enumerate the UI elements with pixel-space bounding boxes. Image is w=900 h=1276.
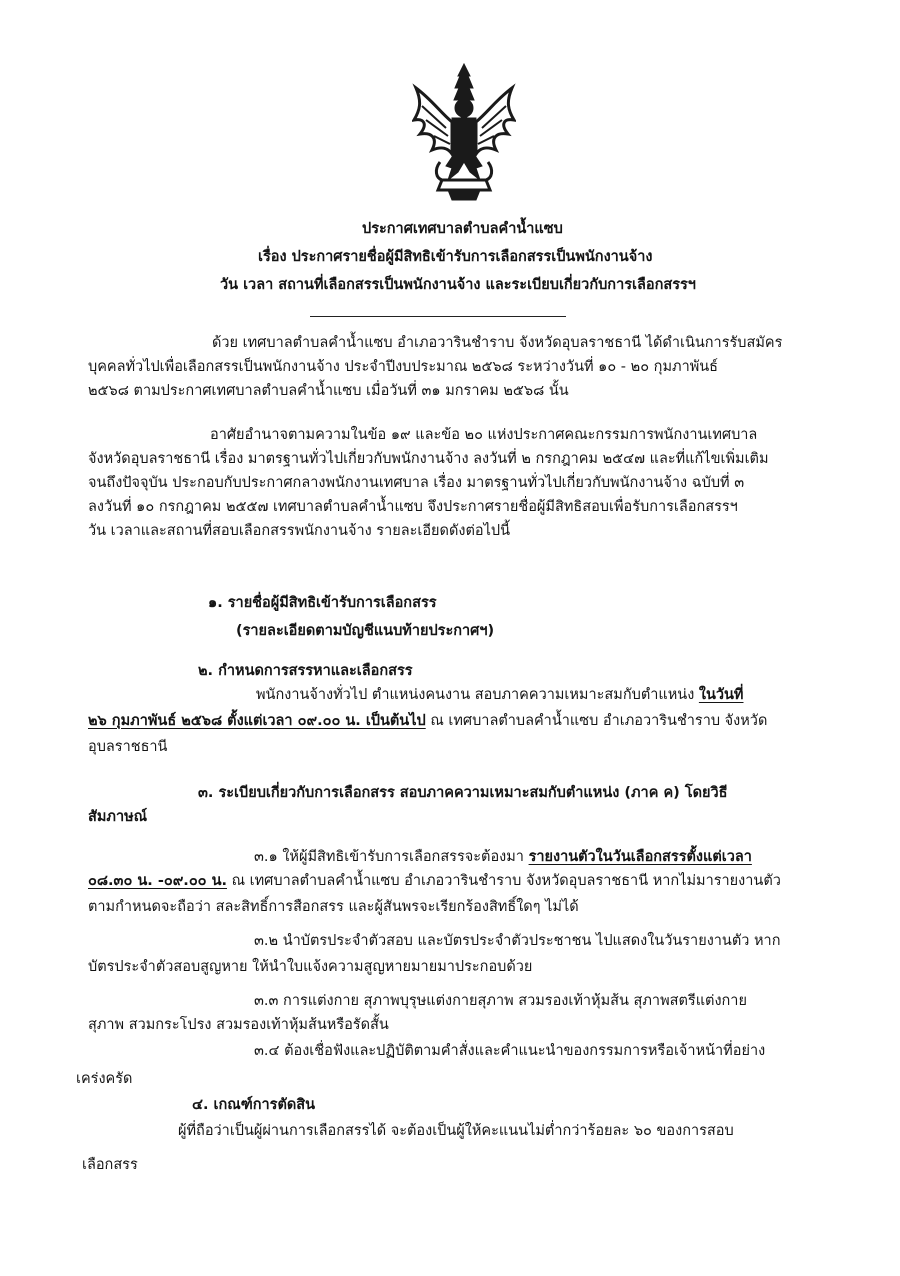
section3-heading: ๓. ระเบียบเกี่ยวกับการเลือกสรร สอบภาคความเหมาะสมกับตำแหน่ง (ภาค ค) โดยวิธี [198,785,728,801]
para2-line3: จนถึงปัจจุบัน ประกอบกับประกาศกลางพนักงานเทศบาล เรื่อง มาตรฐานทั่วไปเกี่ยวกับพนักงานจ้าง ฉบับที่ ๓ [88,475,745,491]
section3-item4-line1: ๓.๔ ต้องเชื่อฟังและปฏิบัติตามคำสั่งและคำแนะนำของกรรมการหรือเจ้าหน้าที่อย่าง [254,1043,766,1059]
section4-line2: เลือกสรร [82,1157,138,1173]
section2-line1-text: พนักงานจ้างทั่วไป ตำแหน่งคนงาน สอบภาคความเหมาะสมกับตำแหน่ง [256,687,695,703]
section3-item1-line1 [254,850,752,865]
section1-sub: (รายละเอียดตามบัญชีแนบท้ายประกาศฯ) [236,623,495,639]
item1-report-emph: รายงานตัวในวันเลือกสรรตั้งแต่เวลา [528,849,752,865]
section3-item2-line1: ๓.๒ นำบัตรประจำตัวสอบ และบัตรประจำตัวประชาชน ไปแสดงในวันรายงานตัว หาก [254,933,781,949]
section3-item1-line3: ตามกำหนดจะถือว่า สละสิทธิ์การสือกสรร และผู้สันพรจะเรียกร้องสิทธิ์ใดๆ ไม่ได้ [88,899,579,915]
announcement-title: ประกาศเทศบาลตำบลคำน้ำแซบ [362,221,563,237]
section2-date-emph: ในวันที่ [698,687,744,703]
garuda-emblem [412,62,516,202]
para1-line3: ๒๕๖๘ ตามประกาศเทศบาลตำบลคำน้ำแซบ เมื่อวันที่ ๓๑ มกราคม ๒๕๖๘ นั้น [88,383,569,399]
section2-date-time-emph: ๒๖ กุมภาพันธ์ ๒๕๖๘ ตั้งแต่เวลา ๐๙.๐๐ น. เป็นต้นไป [88,713,426,729]
section1-heading: ๑. รายชื่อผู้มีสิทธิเข้ารับการเลือกสรร [208,595,437,611]
item1-line2-text: ณ เทศบาลตำบลคำน้ำแซบ อำเภอวารินชำราบ จังหวัดอุบลราชธานี หากไม่มารายงานตัว [231,873,781,889]
section2-line2-text: ณ เทศบาลตำบลคำน้ำแซบ อำเภอวารินชำราบ จังหวัด [430,713,768,729]
section3-item4-line2: เคร่งครัด [76,1071,133,1087]
para1-line2: บุคคลทั่วไปเพื่อเลือกสรรเป็นพนักงานจ้าง ประจำปีงบประมาณ ๒๕๖๘ ระหว่างวันที่ ๑๐ - ๒๐ กุมภาพันธ์ [88,359,719,375]
section3-item3-line1: ๓.๓ การแต่งกาย สุภาพบุรุษแต่งกายสุภาพ สวมรองเท้าหุ้มส้น สุภาพสตรีแต่งกาย [254,993,747,1009]
item1-time-emph: ๐๘.๓๐ น. -๐๙.๐๐ น. [88,873,227,889]
announcement-subject-cont: วัน เวลา สถานที่เลือกสรรเป็นพนักงานจ้าง และระเบียบเกี่ยวกับการเลือกสรรฯ [220,277,696,293]
item1-text: ๓.๑ ให้ผู้มีสิทธิเข้ารับการเลือกสรรจะต้องมา [254,849,524,865]
section3-item2-line2: บัตรประจำตัวสอบสูญหาย ให้นำใบแจ้งความสูญหายมายมาประกอบด้วย [88,959,533,975]
para2-line1: อาศัยอำนาจตามความในข้อ ๑๙ และข้อ ๒๐ แห่งประกาศคณะกรรมการพนักงานเทศบาล [210,427,758,443]
section2-line2 [88,714,767,729]
section3-item1-line2 [88,874,781,889]
para2-line2: จังหวัดอุบลราชธานี เรื่อง มาตรฐานทั่วไปเกี่ยวกับพนักงานจ้าง ลงวันที่ ๒ กรกฎาคม ๒๕๔๗ และที่แก้ไขเพิ่มเติม [88,451,769,467]
section4-line1: ผู้ที่ถือว่าเป็นผู้ผ่านการเลือกสรรได้ จะต้องเป็นผู้ให้คะแนนไม่ต่ำกว่าร้อยละ ๖๐ ของการสอบ [178,1123,734,1139]
section3-item3-line2: สุภาพ สวมกระโปรง สวมรองเท้าหุ้มส้นหรือรัดสั้น [88,1017,389,1033]
section2-line1 [256,688,744,703]
para1-line1: ด้วย เทศบาลตำบลคำน้ำแซบ อำเภอวารินชำราบ จังหวัดอุบลราชธานี ได้ดำเนินการรับสมัคร [212,335,783,351]
section3-heading-cont: สัมภาษณ์ [88,809,148,825]
para2-line4: ลงวันที่ ๑๐ กรกฎาคม ๒๕๕๗ เทศบาลตำบลคำน้ำแซบ จึงประกาศรายชื่อผู้มีสิทธิสอบเพื่อรับการเลือกสรรฯ [88,499,738,515]
para2-line5: วัน เวลาและสถานที่สอบเลือกสรรพนักงานจ้าง รายละเอียดดังต่อไปนี้ [88,523,510,539]
section2-heading: ๒. กำหนดการสรรหาและเลือกสรร [198,663,413,679]
header-divider [310,316,566,317]
announcement-subject: เรื่อง ประกาศรายชื่อผู้มีสิทธิเข้ารับการเลือกสรรเป็นพนักงานจ้าง [258,249,653,265]
section4-heading: ๔. เกณฑ์การตัดสิน [192,1097,316,1113]
section2-line3: อุบลราชธานี [88,739,168,755]
